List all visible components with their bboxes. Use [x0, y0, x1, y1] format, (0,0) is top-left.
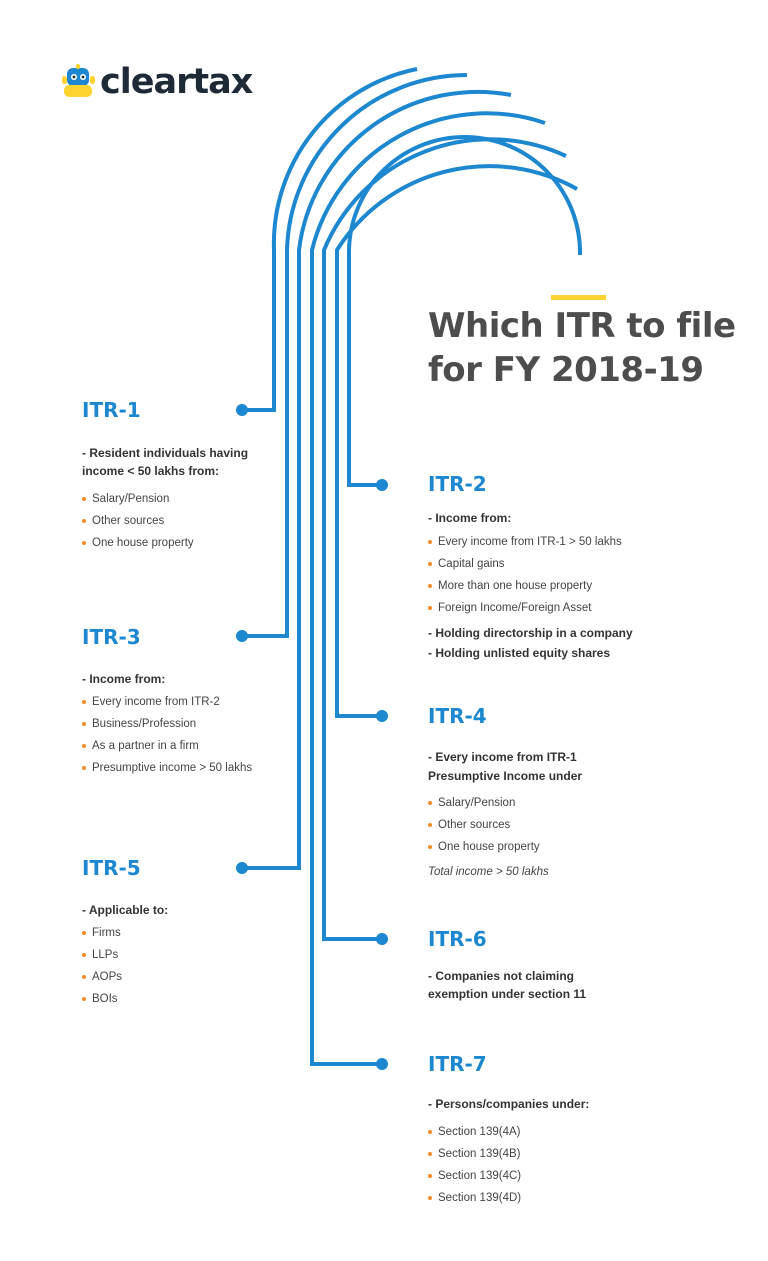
itr-6-block	[428, 927, 586, 1003]
itr-7-heading: ITR-7	[428, 1052, 487, 1076]
itr-1-list	[82, 488, 248, 554]
itr-4-heading: ITR-4	[428, 704, 487, 728]
itr-7-list	[428, 1121, 589, 1209]
list-item: Business/Profession	[82, 713, 252, 735]
itr-5-list	[82, 922, 168, 1010]
title-line-1: Which ITR to file	[428, 306, 736, 346]
page-title	[428, 304, 758, 392]
list-item: Every income from ITR-1 > 50 lakhs	[428, 531, 633, 553]
list-item: More than one house property	[428, 575, 633, 597]
brand-logo	[62, 62, 252, 102]
itr-2-extra-1: - Holding directorship in a company	[428, 626, 633, 640]
itr-3-list	[82, 691, 252, 779]
list-item: One house property	[428, 836, 582, 858]
list-item: Presumptive income > 50 lakhs	[82, 757, 252, 779]
itr-2-list	[428, 531, 633, 619]
itr-4-note: Total income > 50 lakhs	[428, 866, 549, 878]
list-item: Other sources	[82, 510, 248, 532]
itr-5-heading: ITR-5	[82, 856, 141, 880]
list-item: BOIs	[82, 988, 168, 1010]
list-item: Firms	[82, 922, 168, 944]
list-item: Section 139(4B)	[428, 1143, 589, 1165]
list-item: Section 139(4C)	[428, 1165, 589, 1187]
node-dot-itr-4	[376, 710, 388, 722]
itr-4-list	[428, 792, 582, 858]
itr-4-block	[428, 704, 582, 880]
node-dot-itr-7	[376, 1058, 388, 1070]
itr-6-description: - Companies not claiming exemption under section 11	[428, 969, 587, 1001]
list-item: Capital gains	[428, 553, 633, 575]
title-accent-bar	[551, 295, 606, 300]
itr-6-heading: ITR-6	[428, 927, 487, 951]
list-item: Salary/Pension	[428, 792, 582, 814]
list-item: Foreign Income/Foreign Asset	[428, 597, 633, 619]
list-item: Other sources	[428, 814, 582, 836]
node-dot-itr-2	[376, 479, 388, 491]
title-line-2: for FY 2018-19	[428, 350, 704, 390]
list-item: As a partner in a firm	[82, 735, 252, 757]
itr-5-block	[82, 856, 168, 1010]
itr-2-block	[428, 472, 633, 663]
itr-5-description: - Applicable to:	[82, 903, 169, 917]
itr-7-block	[428, 1052, 589, 1209]
itr-4-description: - Every income from ITR-1 Presumptive Income under	[428, 750, 583, 783]
node-dot-itr-6	[376, 933, 388, 945]
list-item: Every income from ITR-2	[82, 691, 252, 713]
itr-3-block	[82, 625, 252, 779]
itr-7-description: - Persons/companies under:	[428, 1097, 590, 1111]
itr-2-extra-2: - Holding unlisted equity shares	[428, 646, 611, 660]
itr-1-heading: ITR-1	[82, 398, 141, 422]
node-dot-itr-5	[236, 862, 248, 874]
itr-3-description: - Income from:	[82, 672, 166, 686]
list-item: One house property	[82, 532, 248, 554]
itr-1-block	[82, 398, 248, 554]
list-item: Section 139(4D)	[428, 1187, 589, 1209]
list-item: LLPs	[82, 944, 168, 966]
list-item: AOPs	[82, 966, 168, 988]
list-item: Salary/Pension	[82, 488, 248, 510]
brand-name: cleartax	[100, 62, 253, 102]
itr-2-heading: ITR-2	[428, 472, 487, 496]
itr-2-description: - Income from:	[428, 511, 512, 525]
robot-logo-icon	[62, 64, 96, 100]
itr-3-heading: ITR-3	[82, 625, 141, 649]
list-item: Section 139(4A)	[428, 1121, 589, 1143]
itr-1-description: - Resident individuals having income < 50 lakhs from:	[82, 446, 249, 478]
